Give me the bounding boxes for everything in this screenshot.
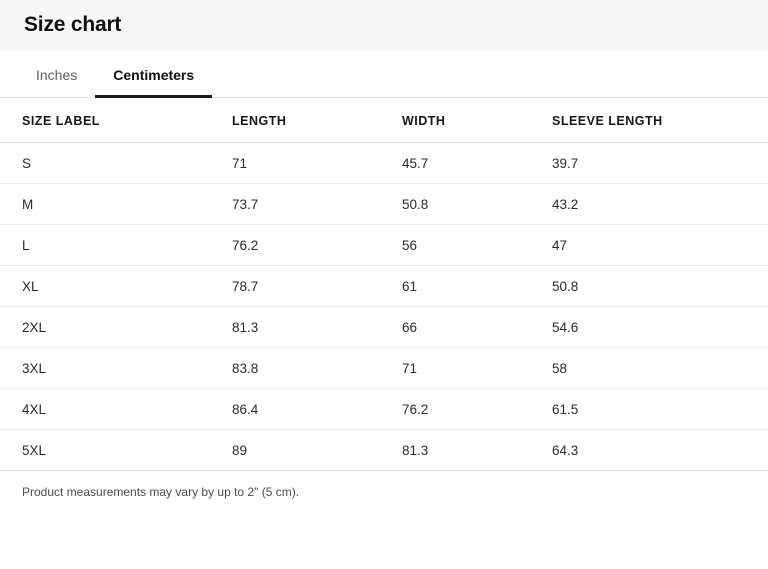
cell-width: 66 xyxy=(402,307,552,348)
cell-sleeve-length: 39.7 xyxy=(552,143,768,184)
cell-sleeve-length: 50.8 xyxy=(552,266,768,307)
table-row xyxy=(0,389,768,430)
column-header-sleeve-length: SLEEVE LENGTH xyxy=(552,98,768,143)
table-row xyxy=(0,307,768,348)
table-body xyxy=(0,143,768,471)
cell-sleeve-length: 54.6 xyxy=(552,307,768,348)
column-header-size-label: SIZE LABEL xyxy=(0,98,232,143)
cell-size-label: 3XL xyxy=(0,348,232,389)
cell-length: 81.3 xyxy=(232,307,402,348)
tab-centimeters[interactable]: Centimeters xyxy=(95,52,212,98)
size-table xyxy=(0,98,768,471)
cell-sleeve-length: 58 xyxy=(552,348,768,389)
cell-size-label: 4XL xyxy=(0,389,232,430)
size-table-wrapper xyxy=(0,98,768,569)
cell-length: 83.8 xyxy=(232,348,402,389)
cell-length: 73.7 xyxy=(232,184,402,225)
cell-width: 61 xyxy=(402,266,552,307)
measurement-footnote: Product measurements may vary by up to 2" (5 cm). xyxy=(22,485,300,499)
table-header-row xyxy=(0,98,768,143)
cell-length: 71 xyxy=(232,143,402,184)
table-row xyxy=(0,266,768,307)
tab-inches[interactable]: Inches xyxy=(36,67,78,83)
cell-sleeve-length: 43.2 xyxy=(552,184,768,225)
cell-length: 89 xyxy=(232,430,402,471)
cell-length: 78.7 xyxy=(232,266,402,307)
cell-size-label: S xyxy=(0,143,232,184)
page-title: Size chart xyxy=(24,12,122,36)
cell-size-label: 2XL xyxy=(0,307,232,348)
column-header-width: WIDTH xyxy=(402,98,552,143)
cell-width: 76.2 xyxy=(402,389,552,430)
table-row xyxy=(0,184,768,225)
table-head xyxy=(0,98,768,143)
cell-width: 56 xyxy=(402,225,552,266)
cell-width: 50.8 xyxy=(402,184,552,225)
table-row xyxy=(0,225,768,266)
cell-width: 45.7 xyxy=(402,143,552,184)
unit-tabs xyxy=(0,50,768,98)
cell-length: 86.4 xyxy=(232,389,402,430)
cell-sleeve-length: 47 xyxy=(552,225,768,266)
panel-header xyxy=(0,0,768,50)
cell-width: 71 xyxy=(402,348,552,389)
table-row xyxy=(0,143,768,184)
column-header-length: LENGTH xyxy=(232,98,402,143)
cell-size-label: L xyxy=(0,225,232,266)
cell-size-label: M xyxy=(0,184,232,225)
table-row xyxy=(0,430,768,471)
cell-size-label: 5XL xyxy=(0,430,232,471)
cell-sleeve-length: 64.3 xyxy=(552,430,768,471)
cell-width: 81.3 xyxy=(402,430,552,471)
table-row xyxy=(0,348,768,389)
cell-sleeve-length: 61.5 xyxy=(552,389,768,430)
cell-size-label: XL xyxy=(0,266,232,307)
cell-length: 76.2 xyxy=(232,225,402,266)
